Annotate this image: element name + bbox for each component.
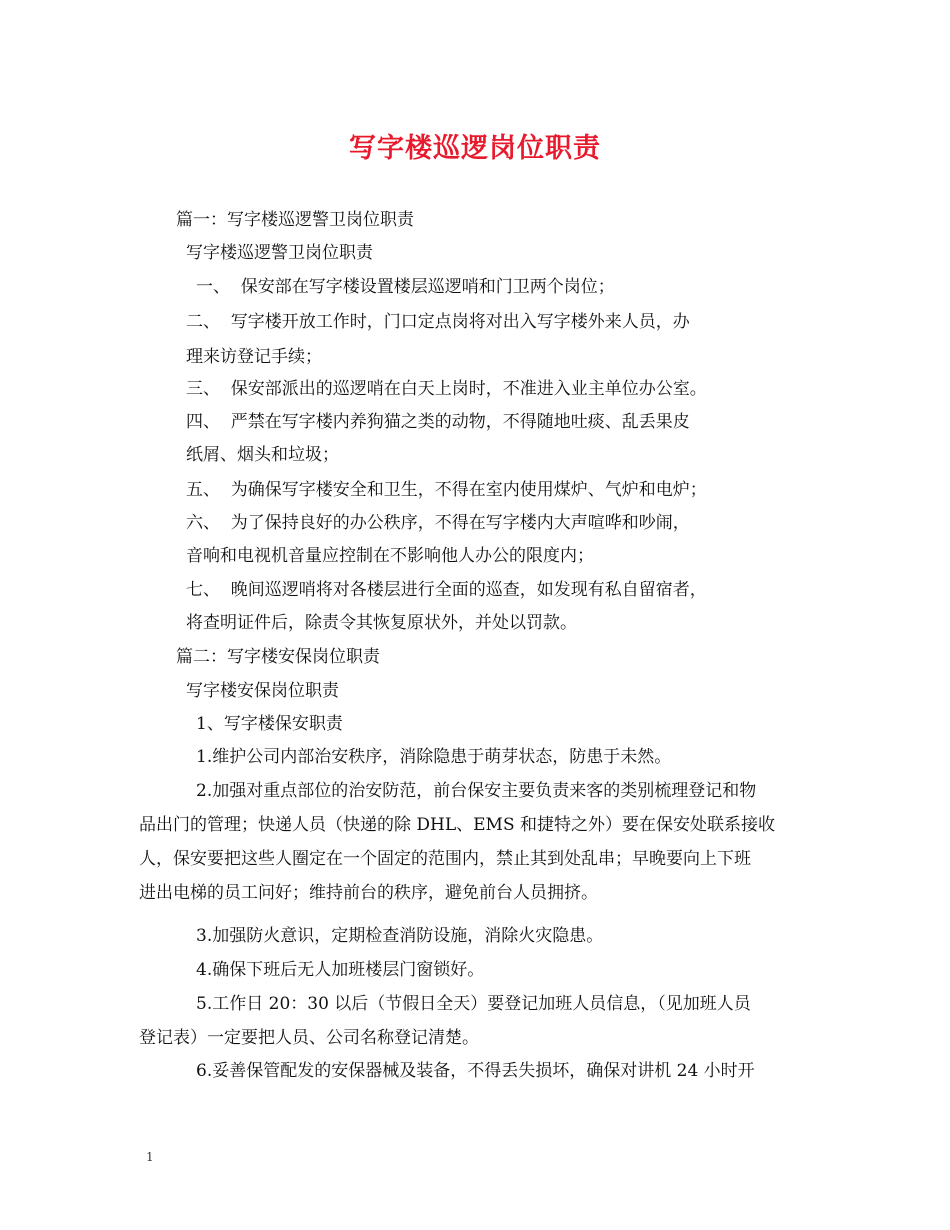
subsection-heading: 1、写字楼保安职责 bbox=[196, 714, 343, 734]
duty-line: 进出电梯的员工问好；维持前台的秩序，避免前台人员拥挤。 bbox=[139, 883, 598, 903]
clause-line: 一、 保安部在写字楼设置楼层巡逻哨和门卫两个岗位； bbox=[196, 277, 615, 297]
clause-line: 音响和电视机音量应控制在不影响他人办公的限度内； bbox=[186, 546, 594, 566]
clause-line: 七、 晚间巡逻哨将对各楼层进行全面的巡查，如发现有私自留宿者， bbox=[186, 580, 707, 600]
duty-line: 3.加强防火意识，定期检查消防设施，消除火灾隐患。 bbox=[196, 926, 604, 946]
clause-line: 三、 保安部派出的巡逻哨在白天上岗时，不准进入业主单位办公室。 bbox=[186, 379, 707, 399]
clause-line: 二、 写字楼开放工作时，门口定点岗将对出入写字楼外来人员，办 bbox=[186, 312, 690, 332]
clause-line: 纸屑、烟头和垃圾； bbox=[186, 445, 339, 465]
subsection-heading: 写字楼安保岗位职责 bbox=[186, 681, 339, 701]
duty-line: 2.加强对重点部位的治安防范，前台保安主要负责来客的类别梳理登记和物 bbox=[196, 781, 757, 801]
duty-line: 人，保安要把这些人圈定在一个固定的范围内，禁止其到处乱串；早晚要向上下班 bbox=[139, 849, 751, 869]
page-number: 1 bbox=[146, 1150, 154, 1164]
subsection-heading: 写字楼巡逻警卫岗位职责 bbox=[186, 243, 373, 263]
duty-line: 品出门的管理；快递人员（快递的除 DHL、EMS 和捷特之外）要在保安处联系接收 bbox=[139, 815, 776, 835]
clause-line: 将查明证件后，除责令其恢复原状外，并处以罚款。 bbox=[186, 613, 577, 633]
duty-line: 6.妥善保管配发的安保器械及装备，不得丢失损坏，确保对讲机 24 小时开 bbox=[196, 1061, 755, 1081]
section-heading: 篇一：写字楼巡逻警卫岗位职责 bbox=[176, 210, 414, 230]
clause-line: 五、 为确保写字楼安全和卫生，不得在室内使用煤炉、气炉和电炉； bbox=[186, 480, 707, 500]
document-title: 写字楼巡逻岗位职责 bbox=[349, 133, 601, 164]
section-heading: 篇二：写字楼安保岗位职责 bbox=[176, 647, 380, 667]
duty-line: 登记表）一定要把人员、公司名称登记清楚。 bbox=[139, 1028, 479, 1048]
duty-line: 5.工作日 20：30 以后（节假日全天）要登记加班人员信息，（见加班人员 bbox=[196, 994, 751, 1014]
clause-line: 六、 为了保持良好的办公秩序，不得在写字楼内大声喧哗和吵闹， bbox=[186, 513, 690, 533]
duty-line: 4.确保下班后无人加班楼层门窗锁好。 bbox=[196, 960, 485, 980]
clause-line: 理来访登记手续； bbox=[186, 347, 322, 367]
clause-line: 四、 严禁在写字楼内养狗猫之类的动物，不得随地吐痰、乱丢果皮 bbox=[186, 412, 690, 432]
duty-line: 1.维护公司内部治安秩序，消除隐患于萌芽状态，防患于未然。 bbox=[196, 747, 672, 767]
